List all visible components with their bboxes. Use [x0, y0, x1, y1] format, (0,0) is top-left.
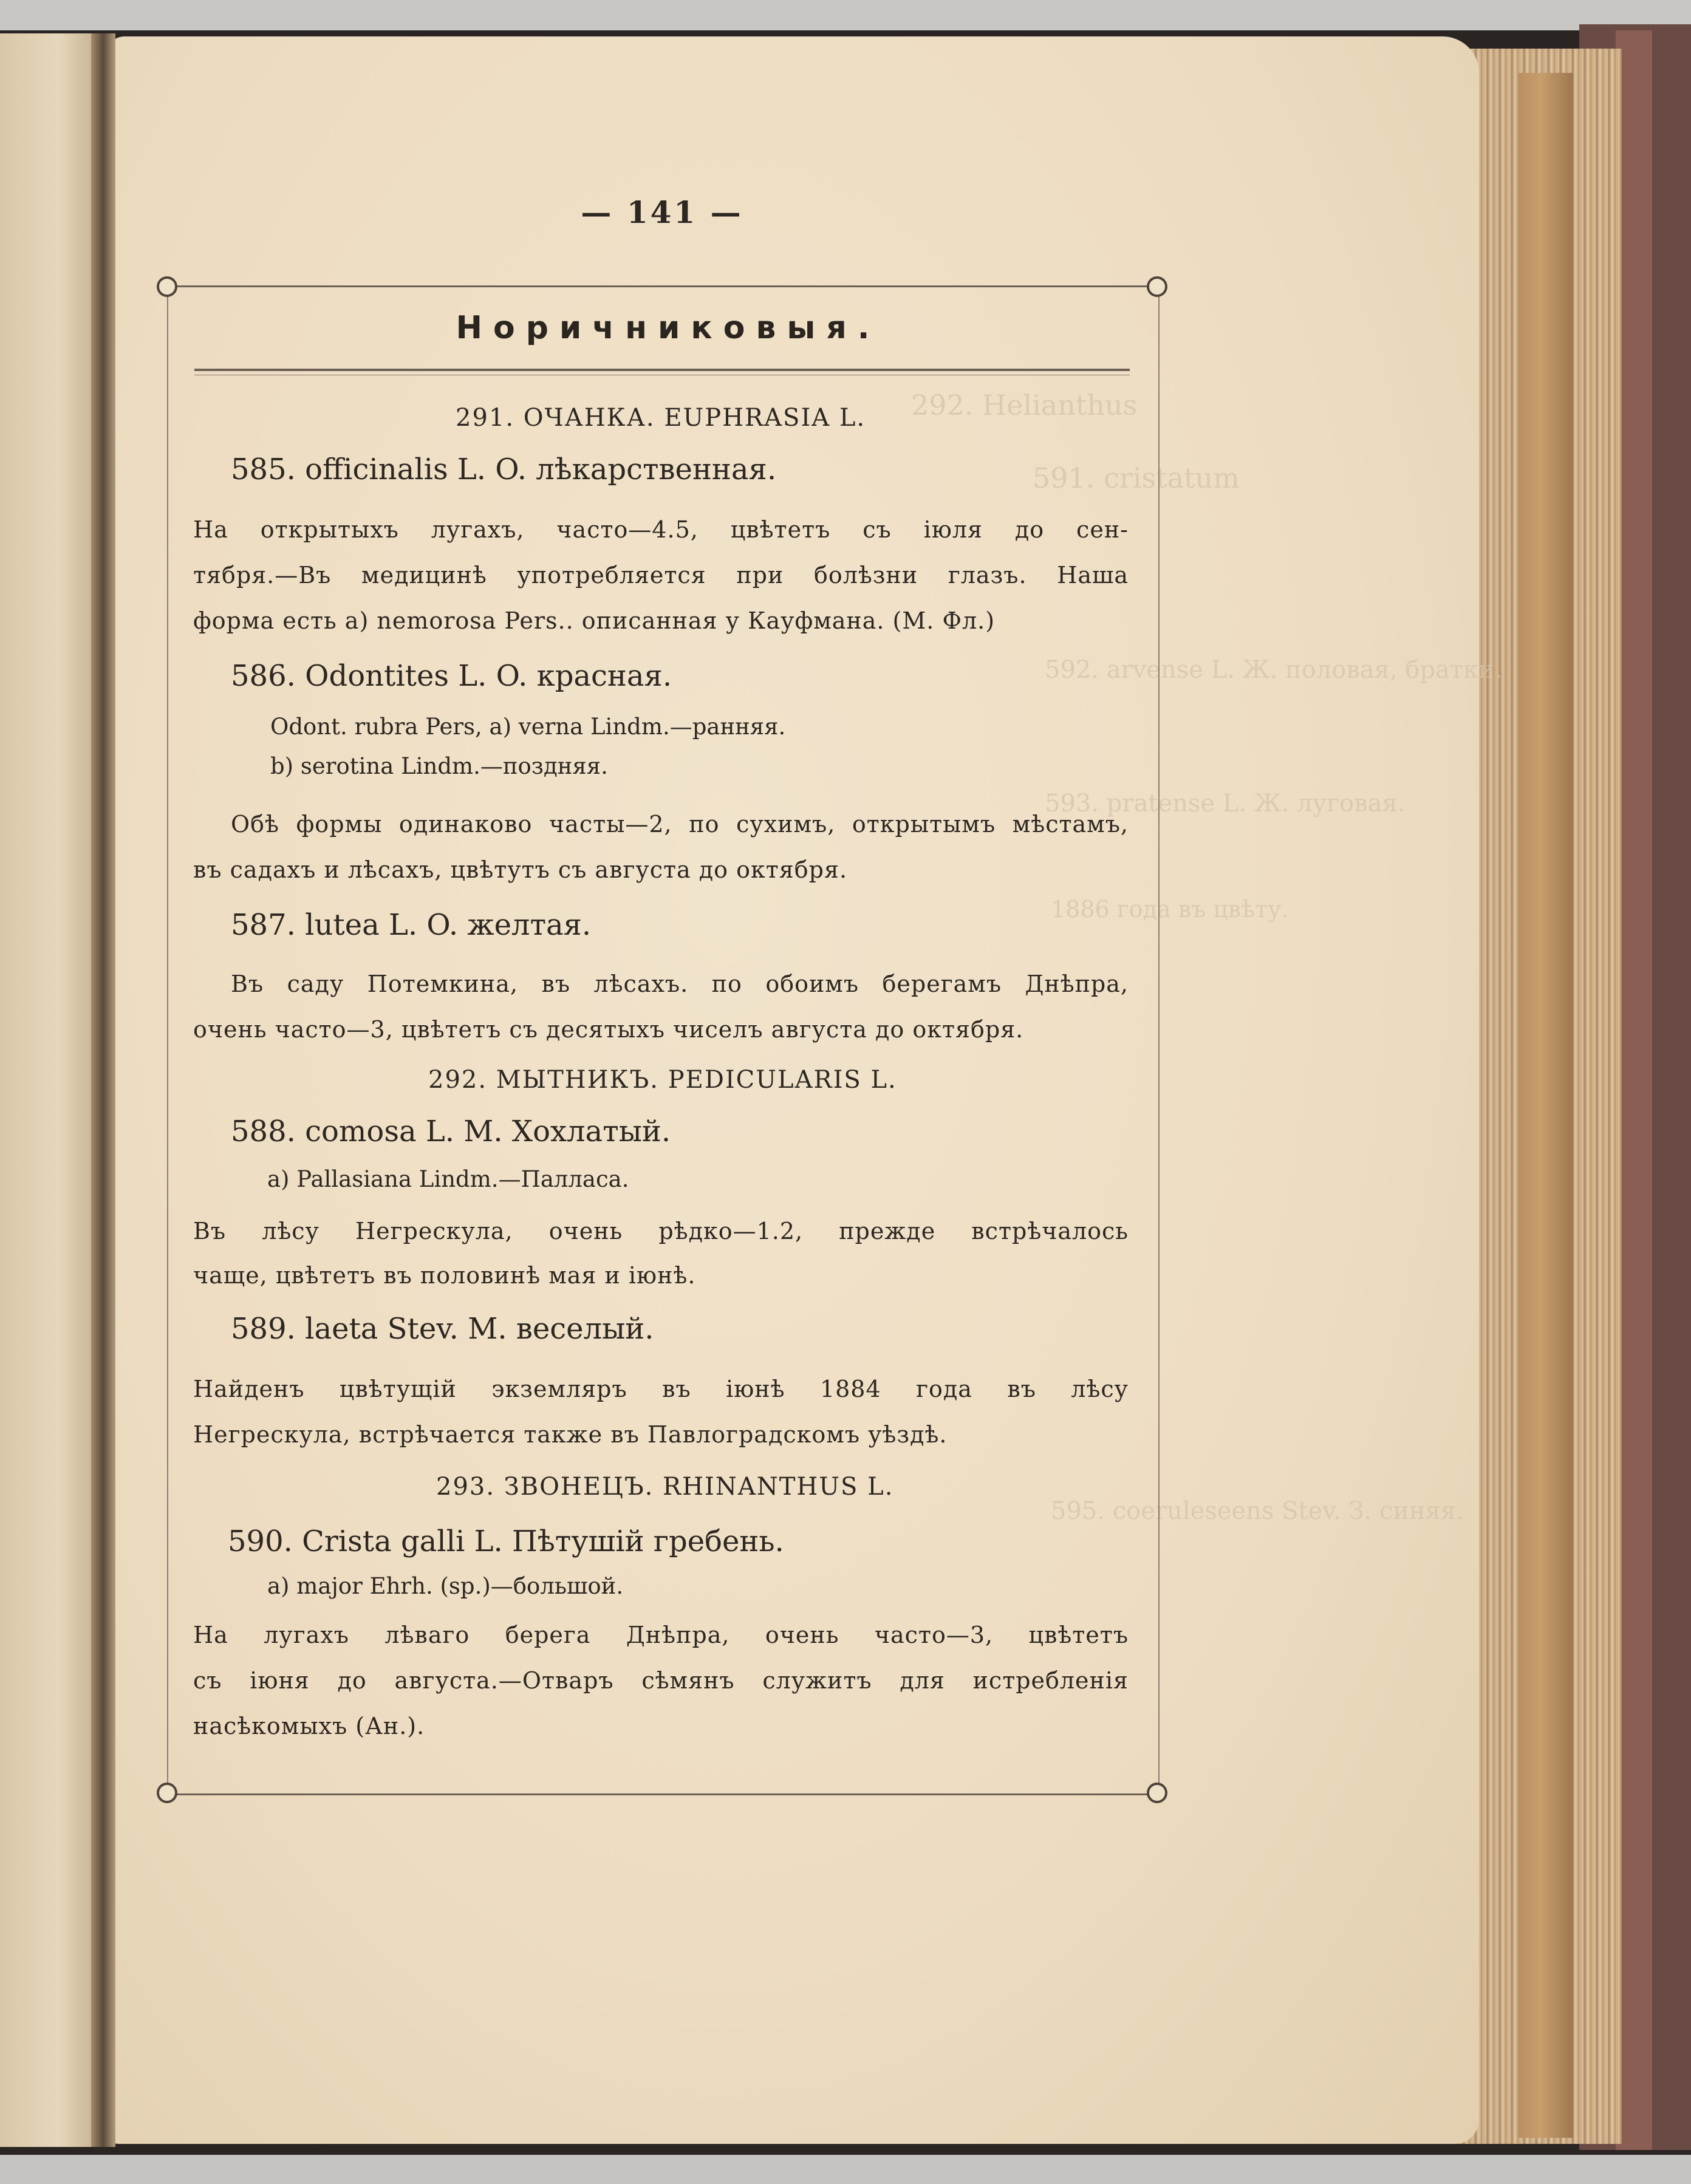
title-rule — [194, 369, 1130, 371]
bleed-through-text: 591. cristatum — [1033, 462, 1240, 494]
description-line: чаще, цвѣтетъ въ половинѣ мая и іюнѣ. — [193, 1262, 696, 1289]
bleed-through-text: 595. coeruleseens Stev. З. синяя. — [1051, 1497, 1464, 1525]
bleed-through-text: 592. arvense L. Ж. половая, братки. — [1045, 656, 1503, 684]
bleed-through-text: 1886 года въ цвѣту. — [1051, 896, 1289, 923]
description-line: форма есть a) nemorosa Pers.. описанная у Кауфмана. (М. Фл.) — [193, 607, 996, 634]
description-line: Въ саду Потемкина, въ лѣсахъ. по обоимъ берегамъ Днѣпра, — [231, 971, 1129, 997]
frame-corner-ornament — [1147, 1783, 1167, 1803]
species-heading: 590. Crista galli L. Пѣтушій гребень. — [228, 1524, 784, 1558]
species-heading: 586. Odontites L. O. красная. — [231, 659, 672, 693]
species-heading: 588. comosa L. M. Хохлатый. — [231, 1114, 671, 1148]
family-title: Норичниковыя. — [456, 310, 881, 346]
description-line: насѣкомыхъ (Ан.). — [193, 1713, 425, 1739]
description-line: очень часто—3, цвѣтетъ съ десятыхъ чиселъ августа до октября. — [193, 1016, 1024, 1043]
species-heading: 587. lutea L. O. желтая. — [231, 908, 592, 942]
description-line: Въ лѣсу Негрескула, очень рѣдко—1.2, прежде встрѣчалось — [193, 1218, 1129, 1244]
sub-entry: a) Pallasiana Lindm.—Палласа. — [267, 1166, 629, 1192]
description-line: Найденъ цвѣтущій экземляръ въ іюнѣ 1884 года въ лѣсу — [193, 1376, 1129, 1402]
frame-corner-ornament — [157, 1783, 177, 1803]
frame-corner-ornament — [157, 276, 177, 297]
description-line: въ садахъ и лѣсахъ, цвѣтутъ съ августа до октября. — [193, 856, 848, 883]
sub-entry: Odont. rubra Pers, a) verna Lindm.—ранняя. — [270, 714, 786, 740]
species-heading: 585. officinalis L. O. лѣкарственная. — [231, 452, 777, 486]
genus-heading: 291. ОЧАНКА. EUPHRASIA L. — [456, 404, 866, 432]
sub-entry: b) serotina Lindm.—поздняя. — [270, 753, 608, 779]
description-line: съ іюня до августа.—Отваръ сѣмянъ служитъ для истребленія — [193, 1667, 1129, 1694]
bleed-through-text: 593. pratense L. Ж. луговая. — [1045, 790, 1406, 817]
description-line: Негрескула, встрѣчается также въ Павлоградскомъ уѣздѣ. — [193, 1421, 948, 1448]
page-edges-dark — [1518, 73, 1573, 2138]
genus-heading: 292. МЫТНИКЪ. PEDICULARIS L. — [428, 1066, 897, 1094]
frame-corner-ornament — [1147, 276, 1167, 297]
sub-entry: a) major Ehrh. (sp.)—большой. — [267, 1573, 624, 1599]
facing-page — [0, 33, 106, 2147]
description-line: На открытыхъ лугахъ, часто—4.5, цвѣтетъ съ іюля до сен- — [193, 516, 1129, 543]
genus-heading: 293. ЗВОНЕЦЪ. RHINANTHUS L. — [436, 1473, 894, 1501]
description-line: Обѣ формы одинаково часты—2, по сухимъ, открытымъ мѣстамъ, — [231, 811, 1129, 838]
scan-border-bottom — [0, 2155, 1691, 2184]
scan-border-top — [0, 0, 1691, 30]
description-line: На лугахъ лѣваго берега Днѣпра, очень часто—3, цвѣтетъ — [193, 1622, 1129, 1648]
book-gutter — [91, 33, 115, 2147]
description-line: тября.—Въ медицинѣ употребляется при болѣзни глазъ. Наша — [193, 562, 1129, 589]
bleed-through-text: 292. Helianthus — [911, 389, 1138, 421]
species-heading: 589. laeta Stev. M. веселый. — [231, 1312, 654, 1346]
page-number: — 141 — — [581, 194, 743, 230]
